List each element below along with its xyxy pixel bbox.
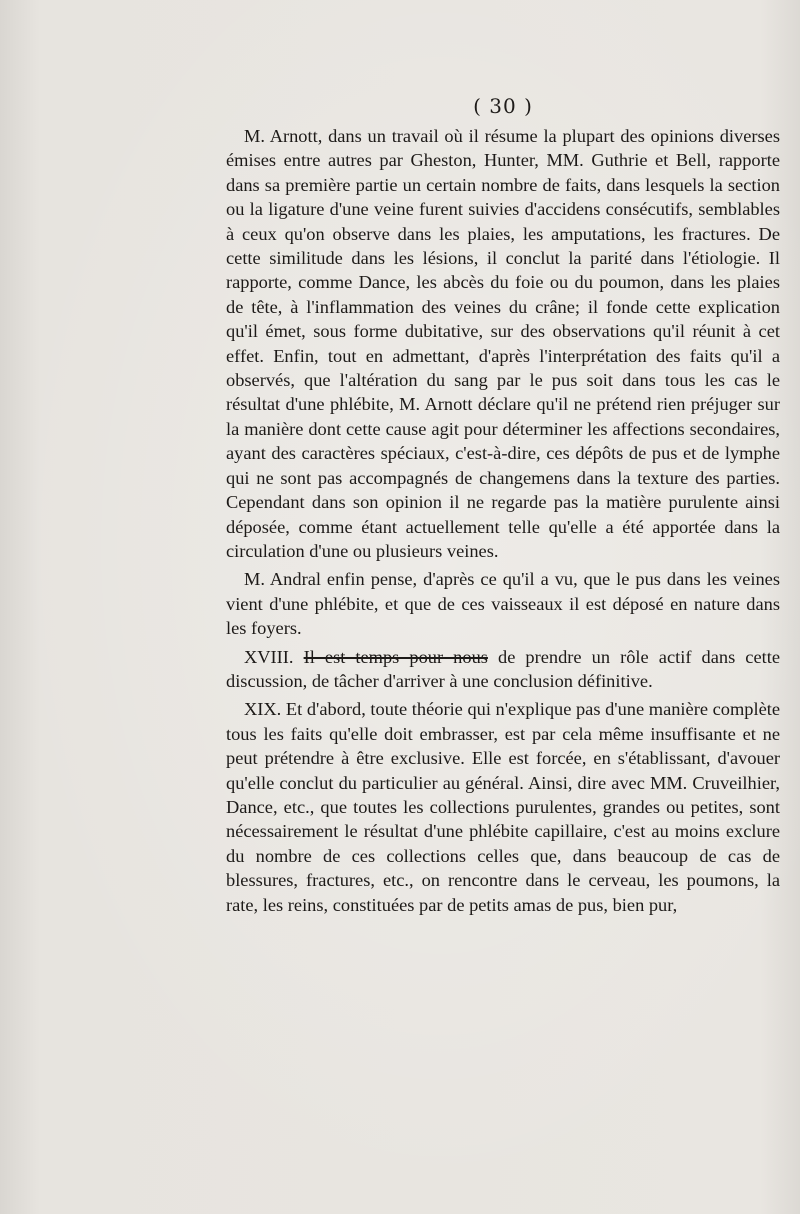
- section-number-xviii: XVIII.: [244, 646, 304, 667]
- struck-text: Il est temps pour nous: [303, 646, 488, 667]
- paragraph-arnott: M. Arnott, dans un travail où il résume la plupart des opinions diverses émises entre autres par Gheston, Hunter, MM. Guthrie et Bell, rapporte dans sa première partie un certain nombre de faits, dans lesquels la section ou la ligature d'une veine furent suivies d'accidens consécutifs, semblables à ceux qu'on observe dans les plaies, les amputations, les fractures. De cette similitude dans les lésions, il conclut la parité dans l'étiologie. Il rapporte, comme Dance, les abcès du foie ou du poumon, dans les plaies de tête, à l'inflammation des veines du crâne; il fonde cette explication qu'il émet, sous forme dubitative, sur des observations qu'il réunit à cet effet. Enfin, tout en admettant, d'après l'interprétation des faits qu'il a observés, que l'altération du sang par le pus soit dans tous les cas le résultat d'une phlébite, M. Arnott déclare qu'il ne prétend rien préjuger sur la manière dont cette cause agit pour déterminer les affections secondaires, ayant des caractères spéciaux, c'est-à-dire, ces dépôts de pus et de lymphe qui ne sont pas accompagnés de changemens dans la texture des parties. Cependant dans son opinion il ne regarde pas la matière purulente ainsi déposée, comme étant actuellement telle qu'elle a été apportée dans la circulation d'une ou plusieurs veines.: [226, 126, 780, 561]
- paragraph-andral: M. Andral enfin pense, d'après ce qu'il a vu, que le pus dans les veines vient d'une phlébite, et que de ces vaisseaux il est déposé en nature dans les foyers.: [226, 569, 780, 639]
- page-number: ( 30 ): [473, 94, 533, 118]
- paragraph-xviii-text: de prendre un rôle actif dans cette discussion, de tâcher d'arriver à une conclusion définitive.: [226, 646, 780, 691]
- paragraph-xix: XIX. Et d'abord, toute théorie qui n'explique pas d'une manière complète tous les faits qu'elle doit embrasser, est par cela même insuffisante et ne peut prétendre à être exclusive. Elle est forcée, en s'établissant, d'avouer qu'elle conclut du particulier au général. Ainsi, dire avec MM. Cruveilhier, Dance, etc., que toutes les collections purulentes, grandes ou petites, sont nécessairement le résultat d'une phlébite capillaire, c'est au moins exclure du nombre de ces collections celles que, dans beaucoup de cas de blessures, fractures, etc., on rencontre dans le cerveau, les poumons, la rate, les reins, constituées par de petits amas de pus, bien pur,: [226, 699, 780, 915]
- paragraph-xviii: [226, 645, 780, 694]
- body-text: [226, 124, 780, 921]
